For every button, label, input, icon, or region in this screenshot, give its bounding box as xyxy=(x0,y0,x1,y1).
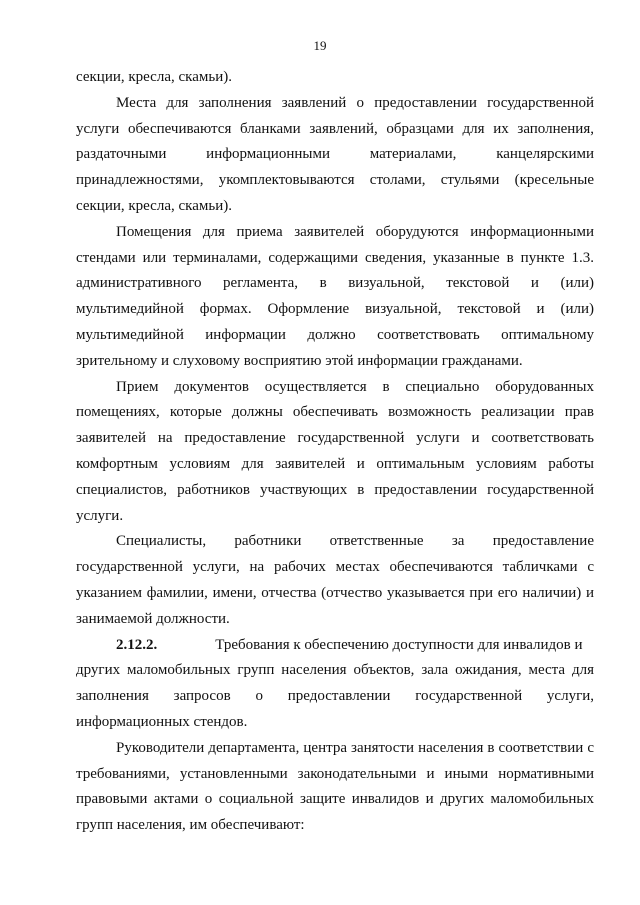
text-line: Прием документов осуществляется в специально оборудованных xyxy=(116,378,594,395)
text-line: мультимедийной формах. Оформление визуальной, текстовой и (или) xyxy=(76,301,594,318)
text-line: занимаемой должности. xyxy=(76,610,230,627)
text-line: Помещения для приема заявителей оборудуются информационными xyxy=(116,223,594,240)
text-line: требованиями, установленными законодательными и иными нормативными xyxy=(76,765,594,782)
text-line: информационных стендов. xyxy=(76,713,248,730)
body-text xyxy=(76,65,594,839)
text-line: заполнения запросов о предоставлении государственной услуги, xyxy=(76,688,594,705)
text-line: специалистов, работников участвующих в предоставлении государственной xyxy=(76,481,594,498)
text-line: зрительному и слуховому восприятию этой информации гражданами. xyxy=(76,352,523,369)
text-line: секции, кресла, скамьи). xyxy=(76,197,232,214)
text-line: групп населения, им обеспечивают: xyxy=(76,817,305,834)
text-line: помещениях, которые должны обеспечивать возможность реализации прав xyxy=(76,404,594,421)
text-line: комфортным условиям для заявителей и оптимальным условиям работы xyxy=(76,455,594,472)
text-line: государственной услуги, на рабочих местах обеспечиваются табличками с xyxy=(76,559,594,576)
text-line: услуги. xyxy=(76,507,124,524)
text-line: заявителей на предоставление государственной услуги и соответствовать xyxy=(76,430,594,447)
text-line: других маломобильных групп населения объектов, зала ожидания, места для xyxy=(76,662,594,679)
text-line: раздаточными информационными материалами, канцелярскими xyxy=(76,146,594,163)
text-line: секции, кресла, скамьи). xyxy=(76,69,232,85)
text-line: Специалисты, работники ответственные за предоставление xyxy=(116,533,594,550)
text-line: Места для заполнения заявлений о предоставлении государственной xyxy=(116,94,594,111)
text-line: Руководители департамента, центра занятости населения в соответствии с xyxy=(116,739,594,756)
text-line: правовыми актами о социальной защите инвалидов и других маломобильных xyxy=(76,791,594,808)
text-line: указанием фамилии, имени, отчества (отчество указывается при его наличии) и xyxy=(76,584,594,601)
page-number: 19 xyxy=(313,38,327,53)
section-number: 2.12.2. xyxy=(116,636,158,653)
section-heading-line xyxy=(76,633,594,659)
section-title: Требования к обеспечению доступности для инвалидов и xyxy=(215,636,583,653)
text-line: услуги обеспечиваются бланками заявлений, образцами для их заполнения, xyxy=(76,120,594,137)
text-line: стендами или терминалами, содержащими сведения, указанные в пункте 1.3. xyxy=(76,249,594,266)
text-line: мультимедийной информации должно соответствовать оптимальному xyxy=(76,326,594,343)
text-line: принадлежностями, укомплектовываются столами, стульями (кресельные xyxy=(76,172,594,189)
text-line: административного регламента, в визуальной, текстовой и (или) xyxy=(76,275,594,292)
